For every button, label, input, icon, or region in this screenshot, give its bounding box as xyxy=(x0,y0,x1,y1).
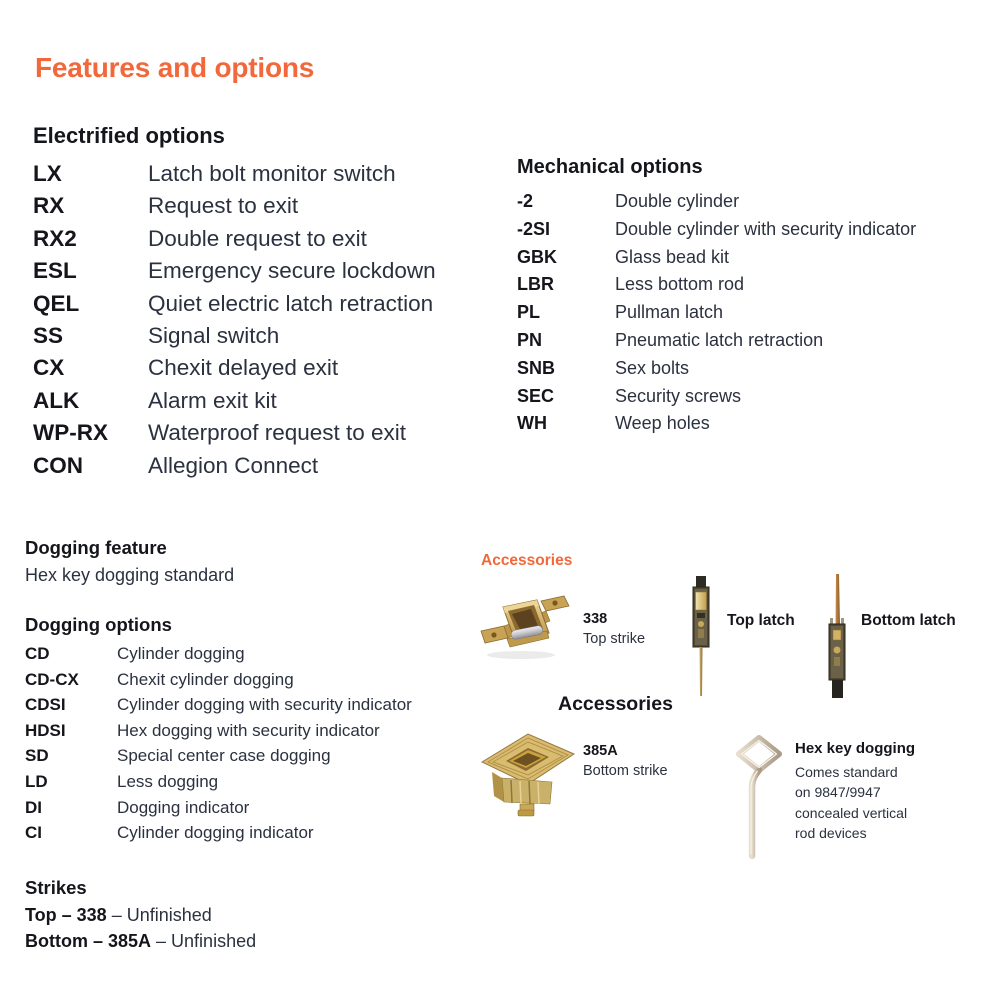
strike-finish: – Unfinished xyxy=(151,930,257,951)
option-code: HDSI xyxy=(25,720,66,740)
option-desc: Quiet electric latch retraction xyxy=(148,290,434,316)
option-code: PL xyxy=(517,302,541,323)
hex-key-line: Comes standard xyxy=(795,764,898,780)
option-code: WP-RX xyxy=(33,420,108,446)
option-desc: Alarm exit kit xyxy=(148,387,277,413)
option-code: LD xyxy=(25,771,48,791)
bottom-strike-385a-image xyxy=(480,726,576,818)
option-code: ESL xyxy=(33,258,77,284)
option-desc: Cylinder dogging xyxy=(117,644,245,663)
mechanical-options-heading: Mechanical options xyxy=(517,156,703,178)
strike-row xyxy=(25,903,256,929)
strike-finish: – Unfinished xyxy=(106,905,212,925)
strike-385a-type: Bottom strike xyxy=(583,762,668,779)
option-desc: Emergency secure lockdown xyxy=(148,258,436,284)
option-desc: Less bottom rod xyxy=(615,274,745,295)
option-code: LBR xyxy=(517,274,554,295)
option-code: CDSI xyxy=(25,695,66,715)
option-desc: Sex bolts xyxy=(615,357,690,378)
option-code: LX xyxy=(33,161,62,186)
option-desc: Double request to exit xyxy=(148,225,367,251)
accessories-upper-heading: Accessories xyxy=(481,552,573,569)
option-desc: Weep holes xyxy=(615,413,710,434)
option-code: SD xyxy=(25,746,49,766)
page-title: Features and options xyxy=(35,52,315,83)
top-latch-label: Top latch xyxy=(727,612,795,629)
strike-338-caption xyxy=(583,610,645,649)
option-code: -2 xyxy=(517,191,534,211)
bottom-latch-label: Bottom latch xyxy=(861,612,956,629)
dogging-options-list xyxy=(25,641,412,846)
strike-code: Top – 338 xyxy=(25,905,107,925)
option-desc: Latch bolt monitor switch xyxy=(148,161,396,186)
option-code: DI xyxy=(25,797,42,817)
option-desc: Pullman latch xyxy=(615,302,724,323)
option-desc: Signal switch xyxy=(148,323,280,349)
dogging-feature-heading: Dogging feature xyxy=(25,537,167,558)
strike-code: Bottom – 385A xyxy=(25,930,152,951)
strikes-list xyxy=(25,903,256,954)
top-latch-image xyxy=(688,576,714,696)
option-desc: Hex dogging with security indicator xyxy=(117,720,380,740)
option-desc: Double cylinder with security indicator xyxy=(615,218,917,239)
option-desc: Security screws xyxy=(615,385,742,406)
electrified-options-list xyxy=(33,158,436,482)
bottom-latch-image xyxy=(824,574,850,700)
option-code: CI xyxy=(25,823,42,843)
option-desc: Less dogging xyxy=(117,771,219,791)
option-desc: Double cylinder xyxy=(615,191,740,211)
strike-385a-name: 385A xyxy=(583,743,618,759)
option-desc: Cylinder dogging indicator xyxy=(117,823,314,843)
option-code: QEL xyxy=(33,290,80,316)
option-desc: Glass bead kit xyxy=(615,246,730,267)
option-desc: Dogging indicator xyxy=(117,797,250,817)
option-code: CD xyxy=(25,644,50,663)
option-desc: Pneumatic latch retraction xyxy=(615,329,824,350)
option-code: CX xyxy=(33,355,65,381)
option-code: CON xyxy=(33,452,83,478)
hex-key-line: on 9847/9947 xyxy=(795,784,881,801)
strike-338-type: Top strike xyxy=(583,630,646,647)
strike-row xyxy=(25,929,256,955)
option-code: GBK xyxy=(517,246,557,267)
option-code: -2SI xyxy=(517,218,551,239)
mechanical-options-list xyxy=(517,188,916,438)
hex-key-caption xyxy=(795,739,945,844)
option-desc: Waterproof request to exit xyxy=(148,420,407,446)
hex-key-title: Hex key dogging xyxy=(795,740,916,757)
dogging-options-heading: Dogging options xyxy=(25,614,172,635)
option-desc: Request to exit xyxy=(148,193,299,219)
option-code: CD-CX xyxy=(25,669,79,689)
strikes-heading: Strikes xyxy=(25,877,87,898)
option-code: SS xyxy=(33,323,64,349)
option-desc: Cylinder dogging with security indicator xyxy=(117,695,412,715)
option-desc: Allegion Connect xyxy=(148,452,319,478)
option-code: RX xyxy=(33,193,65,219)
dogging-feature-text: Hex key dogging standard xyxy=(25,565,235,585)
option-desc: Special center case dogging xyxy=(117,746,331,766)
hex-key-line: concealed vertical xyxy=(795,804,908,821)
option-code: RX2 xyxy=(33,225,77,251)
option-code: PN xyxy=(517,329,543,350)
option-code: SEC xyxy=(517,385,555,406)
strike-338-name: 338 xyxy=(583,611,608,627)
option-desc: Chexit cylinder dogging xyxy=(117,669,294,689)
hex-key-image xyxy=(733,734,783,860)
accessories-lower-heading: Accessories xyxy=(558,693,673,715)
hex-key-line: rod devices xyxy=(795,825,867,842)
strike-385a-caption xyxy=(583,742,668,781)
top-strike-338-image xyxy=(477,591,573,663)
electrified-options-heading: Electrified options xyxy=(33,123,225,148)
option-desc: Chexit delayed exit xyxy=(148,355,339,381)
option-code: WH xyxy=(517,413,547,434)
option-code: SNB xyxy=(517,357,556,378)
option-code: ALK xyxy=(33,387,80,413)
